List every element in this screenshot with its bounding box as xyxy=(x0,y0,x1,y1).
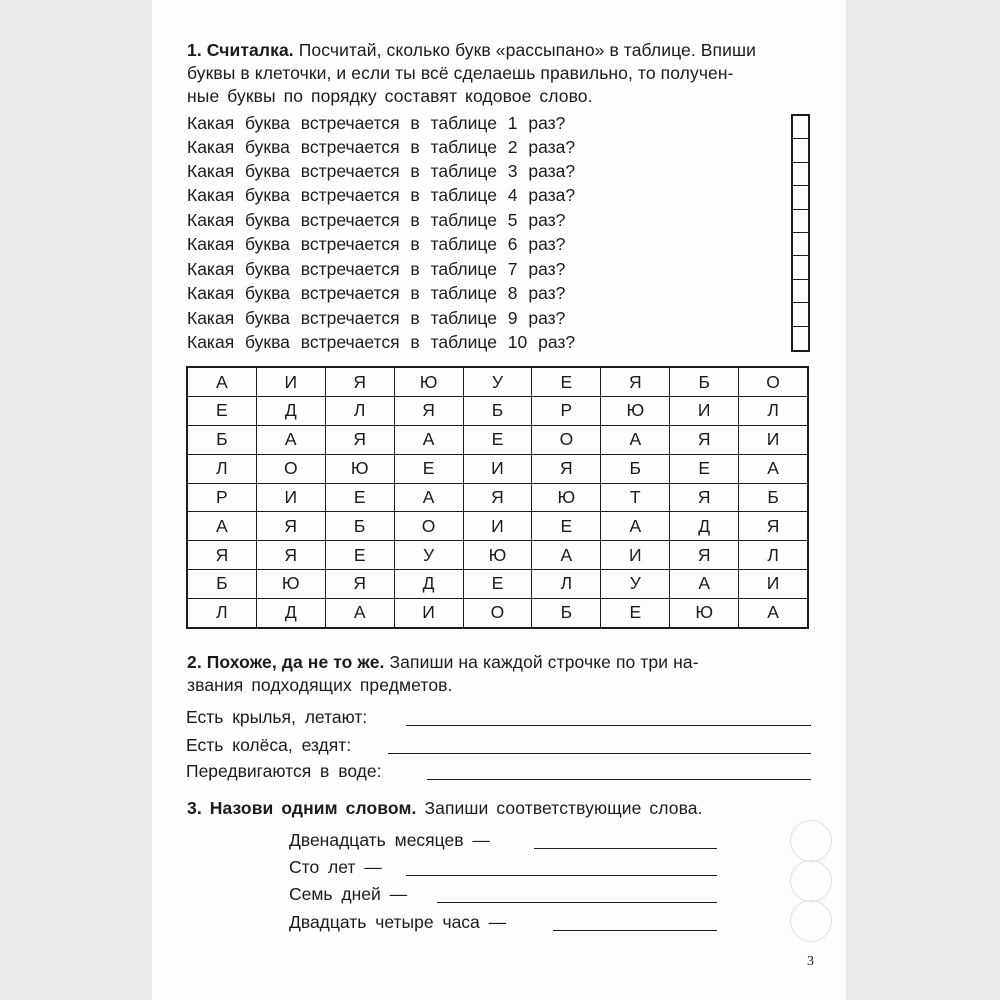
grid-cell: А xyxy=(394,425,463,454)
task2-row-label: Есть колёса, ездят: xyxy=(186,735,352,755)
task1-title: 1. Считалка. xyxy=(187,40,294,60)
task2-row xyxy=(186,759,811,783)
task2-row-label: Передвигаются в воде: xyxy=(186,761,382,781)
grid-row xyxy=(187,425,808,454)
grid-cell: Е xyxy=(532,512,601,541)
grid-cell: Л xyxy=(739,397,808,426)
task2-intro xyxy=(187,651,806,675)
grid-cell: Б xyxy=(532,598,601,628)
grid-cell: О xyxy=(463,598,532,628)
grid-cell: У xyxy=(601,570,670,599)
grid-cell: И xyxy=(463,512,532,541)
grid-cell: Я xyxy=(532,454,601,483)
task3-row-label: Двадцать четыре часа — xyxy=(289,912,507,932)
grid-cell: Я xyxy=(601,367,670,397)
task2-answer-line[interactable] xyxy=(406,725,811,726)
page-number: 3 xyxy=(807,954,814,969)
grid-cell: Д xyxy=(256,397,325,426)
answer-cell-9[interactable] xyxy=(793,303,808,326)
grid-row xyxy=(187,570,808,599)
task3-answer-line[interactable] xyxy=(553,930,717,931)
bleed-through-mark xyxy=(790,860,832,902)
grid-cell: А xyxy=(601,425,670,454)
task3-intro xyxy=(187,797,806,821)
question-row: Какая буква встречается в таблице 8 раз? xyxy=(187,283,566,303)
grid-cell: Я xyxy=(256,512,325,541)
answer-cell-2[interactable] xyxy=(793,139,808,162)
grid-cell: О xyxy=(532,425,601,454)
grid-cell: И xyxy=(739,425,808,454)
task3-row xyxy=(289,855,719,879)
task1-intro-line3: ные буквы по порядку составят кодовое слово. xyxy=(187,86,593,106)
grid-cell: И xyxy=(463,454,532,483)
grid-cell: А xyxy=(601,512,670,541)
letter-grid xyxy=(186,366,809,629)
grid-cell: Ю xyxy=(463,541,532,570)
grid-cell: А xyxy=(670,570,739,599)
grid-row xyxy=(187,454,808,483)
grid-cell: И xyxy=(256,367,325,397)
grid-cell: А xyxy=(394,483,463,512)
task2-intro-line1: Запиши на каждой строчке по три на- xyxy=(389,652,699,672)
grid-row xyxy=(187,367,808,397)
grid-cell: А xyxy=(325,598,394,628)
grid-cell: Т xyxy=(601,483,670,512)
question-row: Какая буква встречается в таблице 3 раза? xyxy=(187,161,576,181)
grid-cell: Б xyxy=(463,397,532,426)
task3-answer-line[interactable] xyxy=(534,848,717,849)
answer-cell-4[interactable] xyxy=(793,186,808,209)
grid-cell: Е xyxy=(394,454,463,483)
grid-cell: Р xyxy=(187,483,256,512)
grid-cell: Е xyxy=(532,367,601,397)
grid-cell: Я xyxy=(256,541,325,570)
question-row: Какая буква встречается в таблице 4 раза? xyxy=(187,185,576,205)
grid-cell: Я xyxy=(325,425,394,454)
task2-answer-line[interactable] xyxy=(388,753,811,754)
bleed-through-mark xyxy=(790,820,832,862)
task3-row xyxy=(289,910,719,934)
grid-cell: А xyxy=(187,512,256,541)
grid-cell: А xyxy=(187,367,256,397)
grid-cell: И xyxy=(601,541,670,570)
question-row: Какая буква встречается в таблице 9 раз? xyxy=(187,308,566,328)
grid-cell: И xyxy=(394,598,463,628)
task1-intro xyxy=(187,39,806,63)
grid-cell: Я xyxy=(187,541,256,570)
grid-cell: И xyxy=(670,397,739,426)
grid-cell: Б xyxy=(601,454,670,483)
task3-title: 3. Назови одним словом. xyxy=(187,798,417,818)
grid-cell: Р xyxy=(532,397,601,426)
question-row: Какая буква встречается в таблице 1 раз? xyxy=(187,113,566,133)
grid-cell: Я xyxy=(670,541,739,570)
bleed-through-mark xyxy=(790,900,832,942)
grid-cell: Л xyxy=(187,598,256,628)
question-row: Какая буква встречается в таблице 5 раз? xyxy=(187,210,566,230)
grid-cell: Б xyxy=(325,512,394,541)
task2-title: 2. Похоже, да не то же. xyxy=(187,652,385,672)
grid-cell: У xyxy=(394,541,463,570)
grid-cell: Ю xyxy=(394,367,463,397)
grid-cell: А xyxy=(256,425,325,454)
grid-cell: Ю xyxy=(601,397,670,426)
answer-cell-8[interactable] xyxy=(793,280,808,303)
question-row: Какая буква встречается в таблице 6 раз? xyxy=(187,234,566,254)
grid-cell: Е xyxy=(325,541,394,570)
answer-cell-5[interactable] xyxy=(793,210,808,233)
grid-cell: Д xyxy=(670,512,739,541)
grid-row xyxy=(187,483,808,512)
task2-row xyxy=(186,733,811,757)
grid-cell: Л xyxy=(532,570,601,599)
task3-intro-text: Запиши соответствующие слова. xyxy=(424,798,703,818)
grid-cell: А xyxy=(532,541,601,570)
task3-answer-line[interactable] xyxy=(406,875,717,876)
grid-cell: А xyxy=(739,598,808,628)
grid-cell: Ю xyxy=(325,454,394,483)
grid-cell: Л xyxy=(739,541,808,570)
task3-row-label: Двенадцать месяцев — xyxy=(289,830,490,850)
grid-cell: И xyxy=(256,483,325,512)
grid-cell: Е xyxy=(670,454,739,483)
grid-cell: Я xyxy=(394,397,463,426)
grid-cell: Б xyxy=(187,570,256,599)
task3-row xyxy=(289,828,719,852)
grid-cell: Ю xyxy=(532,483,601,512)
task3-row-label: Семь дней — xyxy=(289,884,408,904)
answer-cell-3[interactable] xyxy=(793,163,808,186)
grid-cell: У xyxy=(463,367,532,397)
grid-cell: Д xyxy=(394,570,463,599)
grid-cell: Л xyxy=(187,454,256,483)
grid-cell: Б xyxy=(187,425,256,454)
grid-cell: Я xyxy=(325,570,394,599)
answer-cell-7[interactable] xyxy=(793,256,808,279)
answer-cell-1[interactable] xyxy=(793,116,808,139)
task2-intro-line2: звания подходящих предметов. xyxy=(187,675,453,695)
answer-cell-6[interactable] xyxy=(793,233,808,256)
task3-row-label: Сто лет — xyxy=(289,857,382,877)
grid-row xyxy=(187,598,808,628)
grid-cell: Е xyxy=(463,425,532,454)
grid-cell: Б xyxy=(670,367,739,397)
grid-cell: Д xyxy=(256,598,325,628)
grid-cell: А xyxy=(739,454,808,483)
grid-cell: И xyxy=(739,570,808,599)
code-word-answer-column xyxy=(791,114,810,352)
grid-row xyxy=(187,512,808,541)
grid-cell: Е xyxy=(187,397,256,426)
task3-row xyxy=(289,882,719,906)
task2-answer-line[interactable] xyxy=(427,779,811,780)
grid-cell: Е xyxy=(463,570,532,599)
question-row: Какая буква встречается в таблице 10 раз? xyxy=(187,332,576,352)
grid-cell: Я xyxy=(739,512,808,541)
grid-cell: Я xyxy=(670,425,739,454)
grid-cell: Я xyxy=(670,483,739,512)
grid-cell: О xyxy=(739,367,808,397)
answer-cell-10[interactable] xyxy=(793,327,808,350)
task1-intro-line2: буквы в клеточки, и если ты всё сделаешь правильно, то получен- xyxy=(187,63,734,83)
grid-cell: О xyxy=(256,454,325,483)
grid-cell: Ю xyxy=(256,570,325,599)
task2-row-label: Есть крылья, летают: xyxy=(186,707,368,727)
task1-intro-line1: Посчитай, сколько букв «рассыпано» в таблице. Впиши xyxy=(298,40,757,60)
task2-row xyxy=(186,705,811,729)
grid-cell: Я xyxy=(325,367,394,397)
question-row: Какая буква встречается в таблице 7 раз? xyxy=(187,259,566,279)
grid-cell: Б xyxy=(739,483,808,512)
task3-answer-line[interactable] xyxy=(437,902,717,903)
grid-cell: Я xyxy=(463,483,532,512)
question-row: Какая буква встречается в таблице 2 раза? xyxy=(187,137,576,157)
grid-cell: О xyxy=(394,512,463,541)
grid-row xyxy=(187,541,808,570)
grid-cell: Е xyxy=(601,598,670,628)
grid-cell: Л xyxy=(325,397,394,426)
grid-cell: Ю xyxy=(670,598,739,628)
grid-cell: Е xyxy=(325,483,394,512)
grid-row xyxy=(187,397,808,426)
